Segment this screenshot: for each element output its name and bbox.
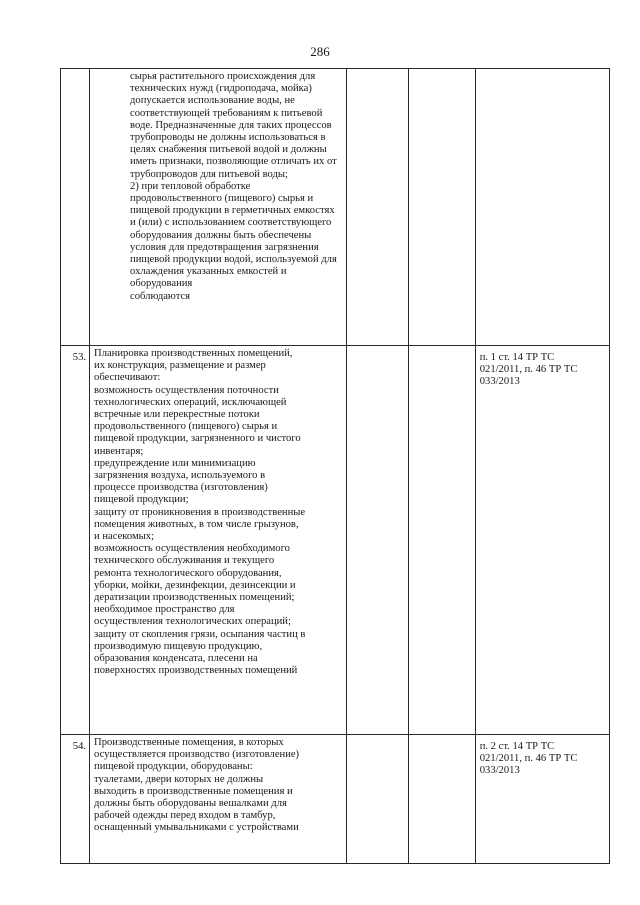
text-line: трубопроводов для питьевой воды; bbox=[130, 168, 288, 180]
text-line: рабочей одежды перед входом в тамбур, bbox=[94, 810, 276, 822]
text-line: защиту от проникновения в производственные bbox=[94, 506, 306, 518]
row-number-cell bbox=[61, 69, 90, 346]
text-line: технического обслуживания и текущего bbox=[94, 555, 275, 567]
text-line: воде. Предназначенные для таких процессов bbox=[130, 119, 332, 131]
table-row bbox=[61, 346, 610, 735]
text-line: загрязнения воздуха, используемого в bbox=[94, 470, 266, 482]
text-line: обеспечивают: bbox=[94, 372, 161, 384]
text-line: технологических операций, исключающей bbox=[94, 396, 287, 408]
text-line: осуществляется производство (изготовление) bbox=[94, 749, 300, 761]
reference-cell bbox=[475, 69, 609, 346]
reference-line: 033/2013 bbox=[479, 376, 520, 388]
reference-line: п. 1 ст. 14 ТР ТС bbox=[479, 352, 555, 363]
table-row bbox=[61, 69, 610, 346]
text-line: выходить в производственные помещения и bbox=[94, 785, 293, 797]
requirement-text-cell bbox=[90, 346, 346, 735]
text-line: продовольственного (пищевого) сырья и bbox=[130, 193, 314, 205]
row-number-cell: 54. bbox=[61, 735, 90, 864]
text-line: пищевой продукции, загрязненного и чистого bbox=[94, 433, 301, 445]
text-line: дератизации производственных помещений; bbox=[94, 592, 295, 604]
page-number: 286 bbox=[310, 44, 330, 59]
text-line: охлаждения указанных емкостей и bbox=[130, 266, 287, 278]
text-line: соблюдаются bbox=[130, 290, 191, 302]
text-line: туалетами, двери которых не должны bbox=[94, 773, 264, 785]
text-line: ремонта технологического оборудования, bbox=[94, 567, 282, 579]
empty-cell bbox=[408, 735, 475, 864]
text-line: технических нужд (гидроподача, мойка) bbox=[130, 83, 312, 95]
reference-line: 021/2011, п. 46 ТР ТС bbox=[479, 753, 578, 765]
text-line: встречные или перекрестные потоки bbox=[94, 409, 260, 421]
empty-cell bbox=[346, 346, 408, 735]
requirement-text-cell bbox=[90, 735, 346, 864]
text-line: необходимое пространство для bbox=[94, 604, 235, 616]
reference-line: 033/2013 bbox=[479, 765, 520, 777]
text-line: допускается использование воды, не bbox=[130, 95, 295, 107]
text-line: их конструкция, размещение и размер bbox=[94, 360, 266, 372]
text-line: помещения животных, в том числе грызунов, bbox=[94, 518, 299, 530]
reference-cell bbox=[475, 346, 609, 735]
text-line: возможность осуществления необходимого bbox=[94, 543, 290, 555]
text-line: иметь признаки, позволяющие отличать их от bbox=[130, 156, 337, 168]
text-line: Производственные помещения, в которых bbox=[94, 737, 284, 748]
text-line: оборудования должны быть обеспечены bbox=[130, 229, 312, 241]
text-line: оборудования bbox=[130, 278, 193, 290]
empty-cell bbox=[346, 69, 408, 346]
text-line: целях снабжения питьевой водой и должны bbox=[130, 144, 327, 156]
text-line: пищевой продукции, оборудованы: bbox=[94, 761, 253, 773]
text-line: возможность осуществления поточности bbox=[94, 384, 279, 396]
text-line: сырья растительного происхождения для bbox=[130, 71, 316, 82]
empty-cell bbox=[346, 735, 408, 864]
row-number-cell: 53. bbox=[61, 346, 90, 735]
text-line: пищевой продукции; bbox=[94, 494, 189, 506]
reference-line: п. 2 ст. 14 ТР ТС bbox=[479, 741, 555, 752]
text-line: условия для предотвращения загрязнения bbox=[130, 241, 319, 253]
reference-cell bbox=[475, 735, 609, 864]
text-line: осуществления технологических операций; bbox=[94, 616, 291, 628]
text-line: и насекомых; bbox=[94, 531, 155, 543]
text-line: пищевой продукции в герметичных емкостях bbox=[130, 205, 335, 217]
text-line: и (или) с использованием соответствующего bbox=[130, 217, 332, 229]
empty-cell bbox=[408, 346, 475, 735]
text-line: образования конденсата, плесени на bbox=[94, 653, 258, 665]
text-line: оснащенный умывальниками с устройствами bbox=[94, 822, 299, 834]
text-line: инвентаря; bbox=[94, 445, 144, 457]
text-line: процессе производства (изготовления) bbox=[94, 482, 268, 494]
text-line: предупреждение или минимизацию bbox=[94, 457, 256, 469]
reference-line: 021/2011, п. 46 ТР ТС bbox=[479, 364, 578, 376]
text-line: продовольственного (пищевого) сырья и bbox=[94, 421, 278, 433]
text-line: пищевой продукции водой, используемой для bbox=[130, 254, 337, 266]
text-line: уборки, мойки, дезинфекции, дезинсекции и bbox=[94, 579, 296, 591]
text-line: трубопроводы не должны использоваться в bbox=[130, 132, 326, 144]
text-line: поверхностях производственных помещений bbox=[94, 665, 298, 677]
text-line: должны быть оборудованы вешалками для bbox=[94, 798, 287, 810]
requirements-table bbox=[60, 68, 610, 864]
table-row bbox=[61, 735, 610, 864]
requirement-text-cell bbox=[90, 69, 346, 346]
text-line: соответствующей требованиям к питьевой bbox=[130, 107, 323, 119]
text-line: Планировка производственных помещений, bbox=[94, 348, 293, 359]
empty-cell bbox=[408, 69, 475, 346]
text-line: производимую пищевую продукцию, bbox=[94, 640, 263, 652]
text-line: 2) при тепловой обработке bbox=[130, 180, 251, 192]
text-line: защиту от скопления грязи, осыпания частиц в bbox=[94, 628, 306, 640]
